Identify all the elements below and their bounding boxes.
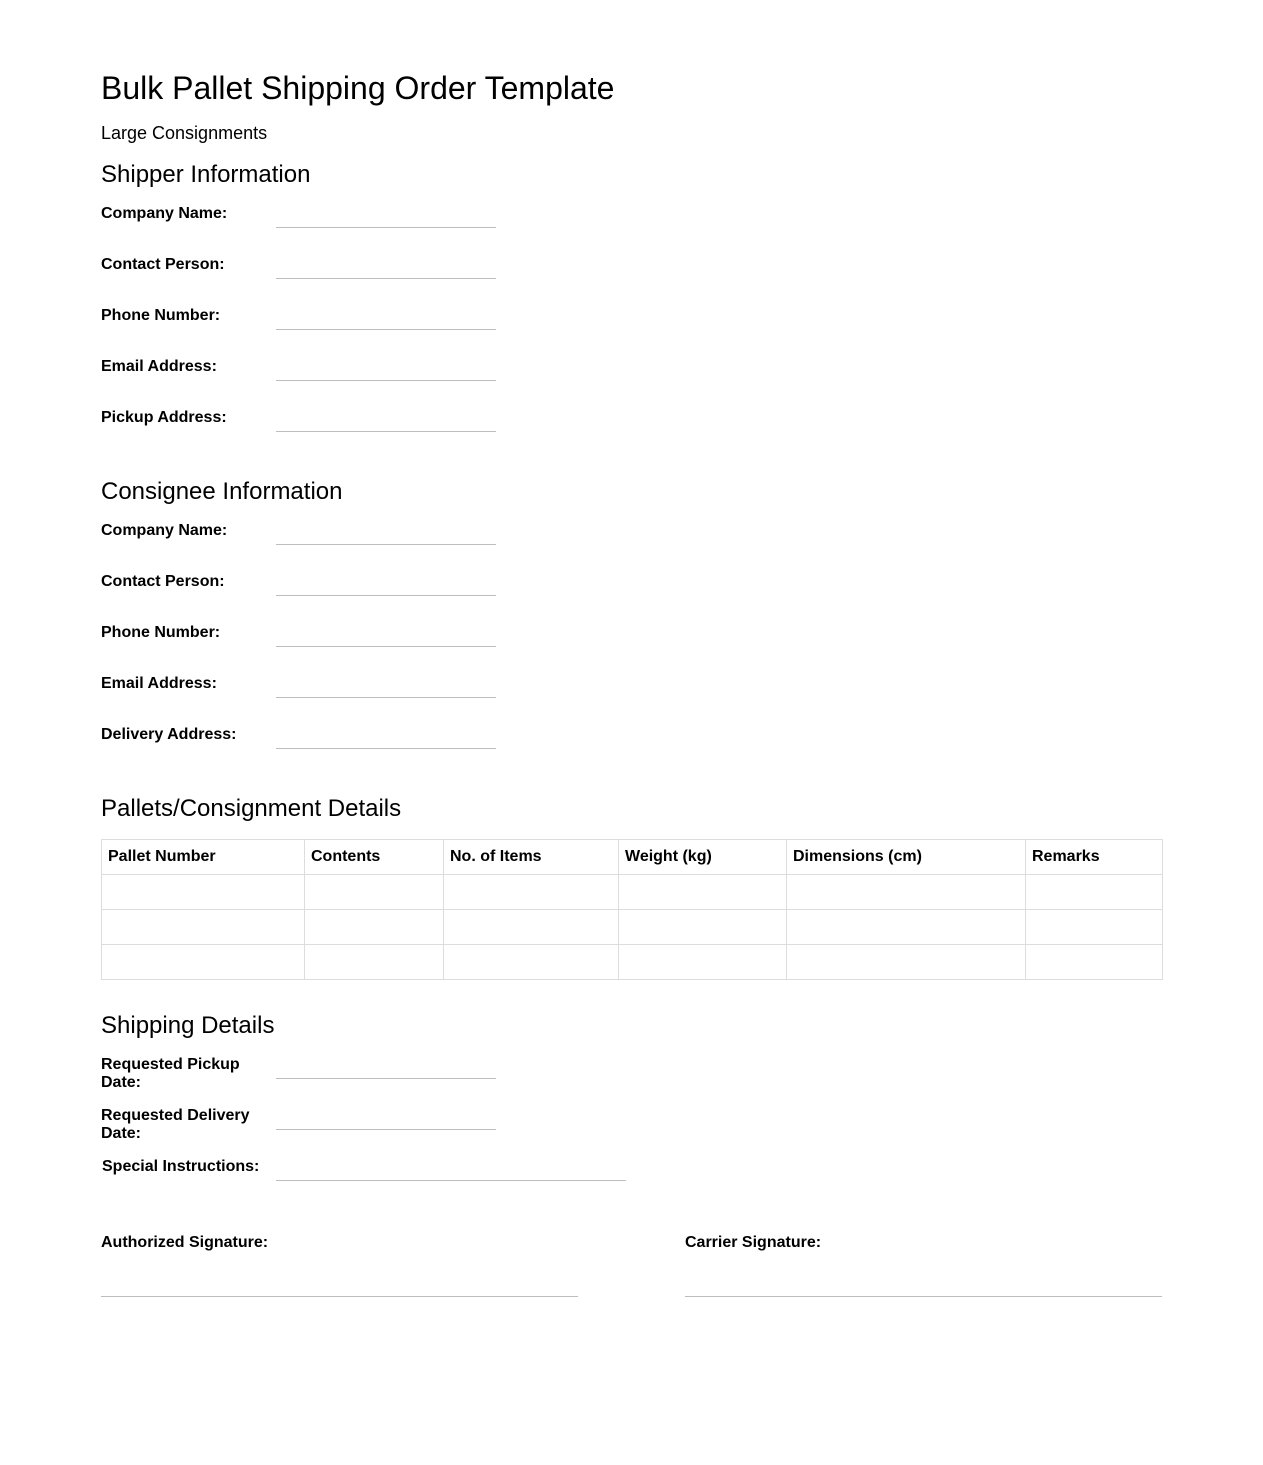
carrier-signature-block: [685, 1234, 1162, 1304]
shipper-company-name-input[interactable]: [276, 227, 496, 228]
table-cell-dimensions[interactable]: [787, 910, 1026, 945]
table-row: [102, 945, 1163, 980]
table-cell-pallet-number[interactable]: [102, 875, 305, 910]
requested-delivery-date-label: Requested Delivery Date:: [101, 1107, 250, 1142]
consignee-contact-person-label: Contact Person:: [101, 573, 225, 590]
requested-pickup-date-input[interactable]: [276, 1078, 496, 1079]
shipper-email-address-label: Email Address:: [101, 358, 217, 375]
carrier-signature-line[interactable]: [685, 1296, 1162, 1297]
table-cell-pallet-number[interactable]: [102, 910, 305, 945]
special-instructions-row: [101, 1158, 701, 1198]
column-header-contents: Contents: [305, 840, 444, 875]
shipper-phone-number-row: [101, 307, 701, 347]
table-cell-pallet-number[interactable]: [102, 945, 305, 980]
consignee-company-name-row: [101, 522, 701, 562]
consignee-delivery-address-row: [101, 726, 701, 766]
table-cell-dimensions[interactable]: [787, 945, 1026, 980]
table-cell-dimensions[interactable]: [787, 875, 1026, 910]
special-instructions-input[interactable]: [276, 1180, 626, 1181]
shipper-pickup-address-input[interactable]: [276, 431, 496, 432]
shipper-email-address-row: [101, 358, 701, 398]
shipping-section-heading: Shipping Details: [101, 1012, 275, 1039]
table-cell-weight[interactable]: [619, 945, 787, 980]
requested-pickup-date-row: [101, 1056, 701, 1096]
shipper-phone-number-label: Phone Number:: [101, 307, 221, 324]
consignee-company-name-input[interactable]: [276, 544, 496, 545]
table-cell-remarks[interactable]: [1026, 945, 1163, 980]
table-row: [102, 910, 1163, 945]
requested-delivery-date-row: [101, 1107, 701, 1147]
table-row: [102, 875, 1163, 910]
requested-delivery-date-input[interactable]: [276, 1129, 496, 1130]
table-cell-no-of-items[interactable]: [444, 875, 619, 910]
table-cell-no-of-items[interactable]: [444, 910, 619, 945]
shipper-email-address-input[interactable]: [276, 380, 496, 381]
shipper-pickup-address-row: [101, 409, 701, 449]
consignee-company-name-label: Company Name:: [101, 522, 228, 539]
consignee-delivery-address-input[interactable]: [276, 748, 496, 749]
shipper-contact-person-row: [101, 256, 701, 296]
table-cell-no-of-items[interactable]: [444, 945, 619, 980]
table-cell-contents[interactable]: [305, 910, 444, 945]
consignee-section-heading: Consignee Information: [101, 478, 343, 505]
table-cell-weight[interactable]: [619, 910, 787, 945]
authorized-signature-block: [101, 1234, 578, 1304]
table-cell-contents[interactable]: [305, 945, 444, 980]
shipper-company-name-label: Company Name:: [101, 205, 228, 222]
table-header-row: [102, 840, 1163, 875]
table-cell-contents[interactable]: [305, 875, 444, 910]
consignee-email-address-input[interactable]: [276, 697, 496, 698]
consignee-delivery-address-label: Delivery Address:: [101, 726, 237, 743]
consignee-phone-number-input[interactable]: [276, 646, 496, 647]
authorized-signature-line[interactable]: [101, 1296, 578, 1297]
consignee-email-address-row: [101, 675, 701, 715]
requested-pickup-date-label: Requested Pickup Date:: [101, 1056, 240, 1091]
page-title: Bulk Pallet Shipping Order Template: [101, 70, 615, 106]
consignee-contact-person-input[interactable]: [276, 595, 496, 596]
special-instructions-label: Special Instructions:: [102, 1158, 260, 1175]
pallets-table: [101, 839, 1163, 980]
pallets-section-heading: Pallets/Consignment Details: [101, 795, 402, 822]
consignee-phone-number-row: [101, 624, 701, 664]
column-header-no-of-items: No. of Items: [444, 840, 619, 875]
consignee-contact-person-row: [101, 573, 701, 613]
table-cell-weight[interactable]: [619, 875, 787, 910]
column-header-dimensions: Dimensions (cm): [787, 840, 1026, 875]
authorized-signature-label: Authorized Signature:: [101, 1234, 269, 1251]
shipper-pickup-address-label: Pickup Address:: [101, 409, 227, 426]
shipper-phone-number-input[interactable]: [276, 329, 496, 330]
consignee-phone-number-label: Phone Number:: [101, 624, 221, 641]
consignee-email-address-label: Email Address:: [101, 675, 217, 692]
shipper-contact-person-label: Contact Person:: [101, 256, 225, 273]
shipper-section-heading: Shipper Information: [101, 161, 311, 188]
page-subtitle: Large Consignments: [101, 123, 268, 143]
shipper-company-name-row: [101, 205, 701, 245]
table-cell-remarks[interactable]: [1026, 875, 1163, 910]
column-header-weight: Weight (kg): [619, 840, 787, 875]
carrier-signature-label: Carrier Signature:: [685, 1234, 822, 1251]
column-header-pallet-number: Pallet Number: [102, 840, 305, 875]
shipper-contact-person-input[interactable]: [276, 278, 496, 279]
table-cell-remarks[interactable]: [1026, 910, 1163, 945]
column-header-remarks: Remarks: [1026, 840, 1163, 875]
